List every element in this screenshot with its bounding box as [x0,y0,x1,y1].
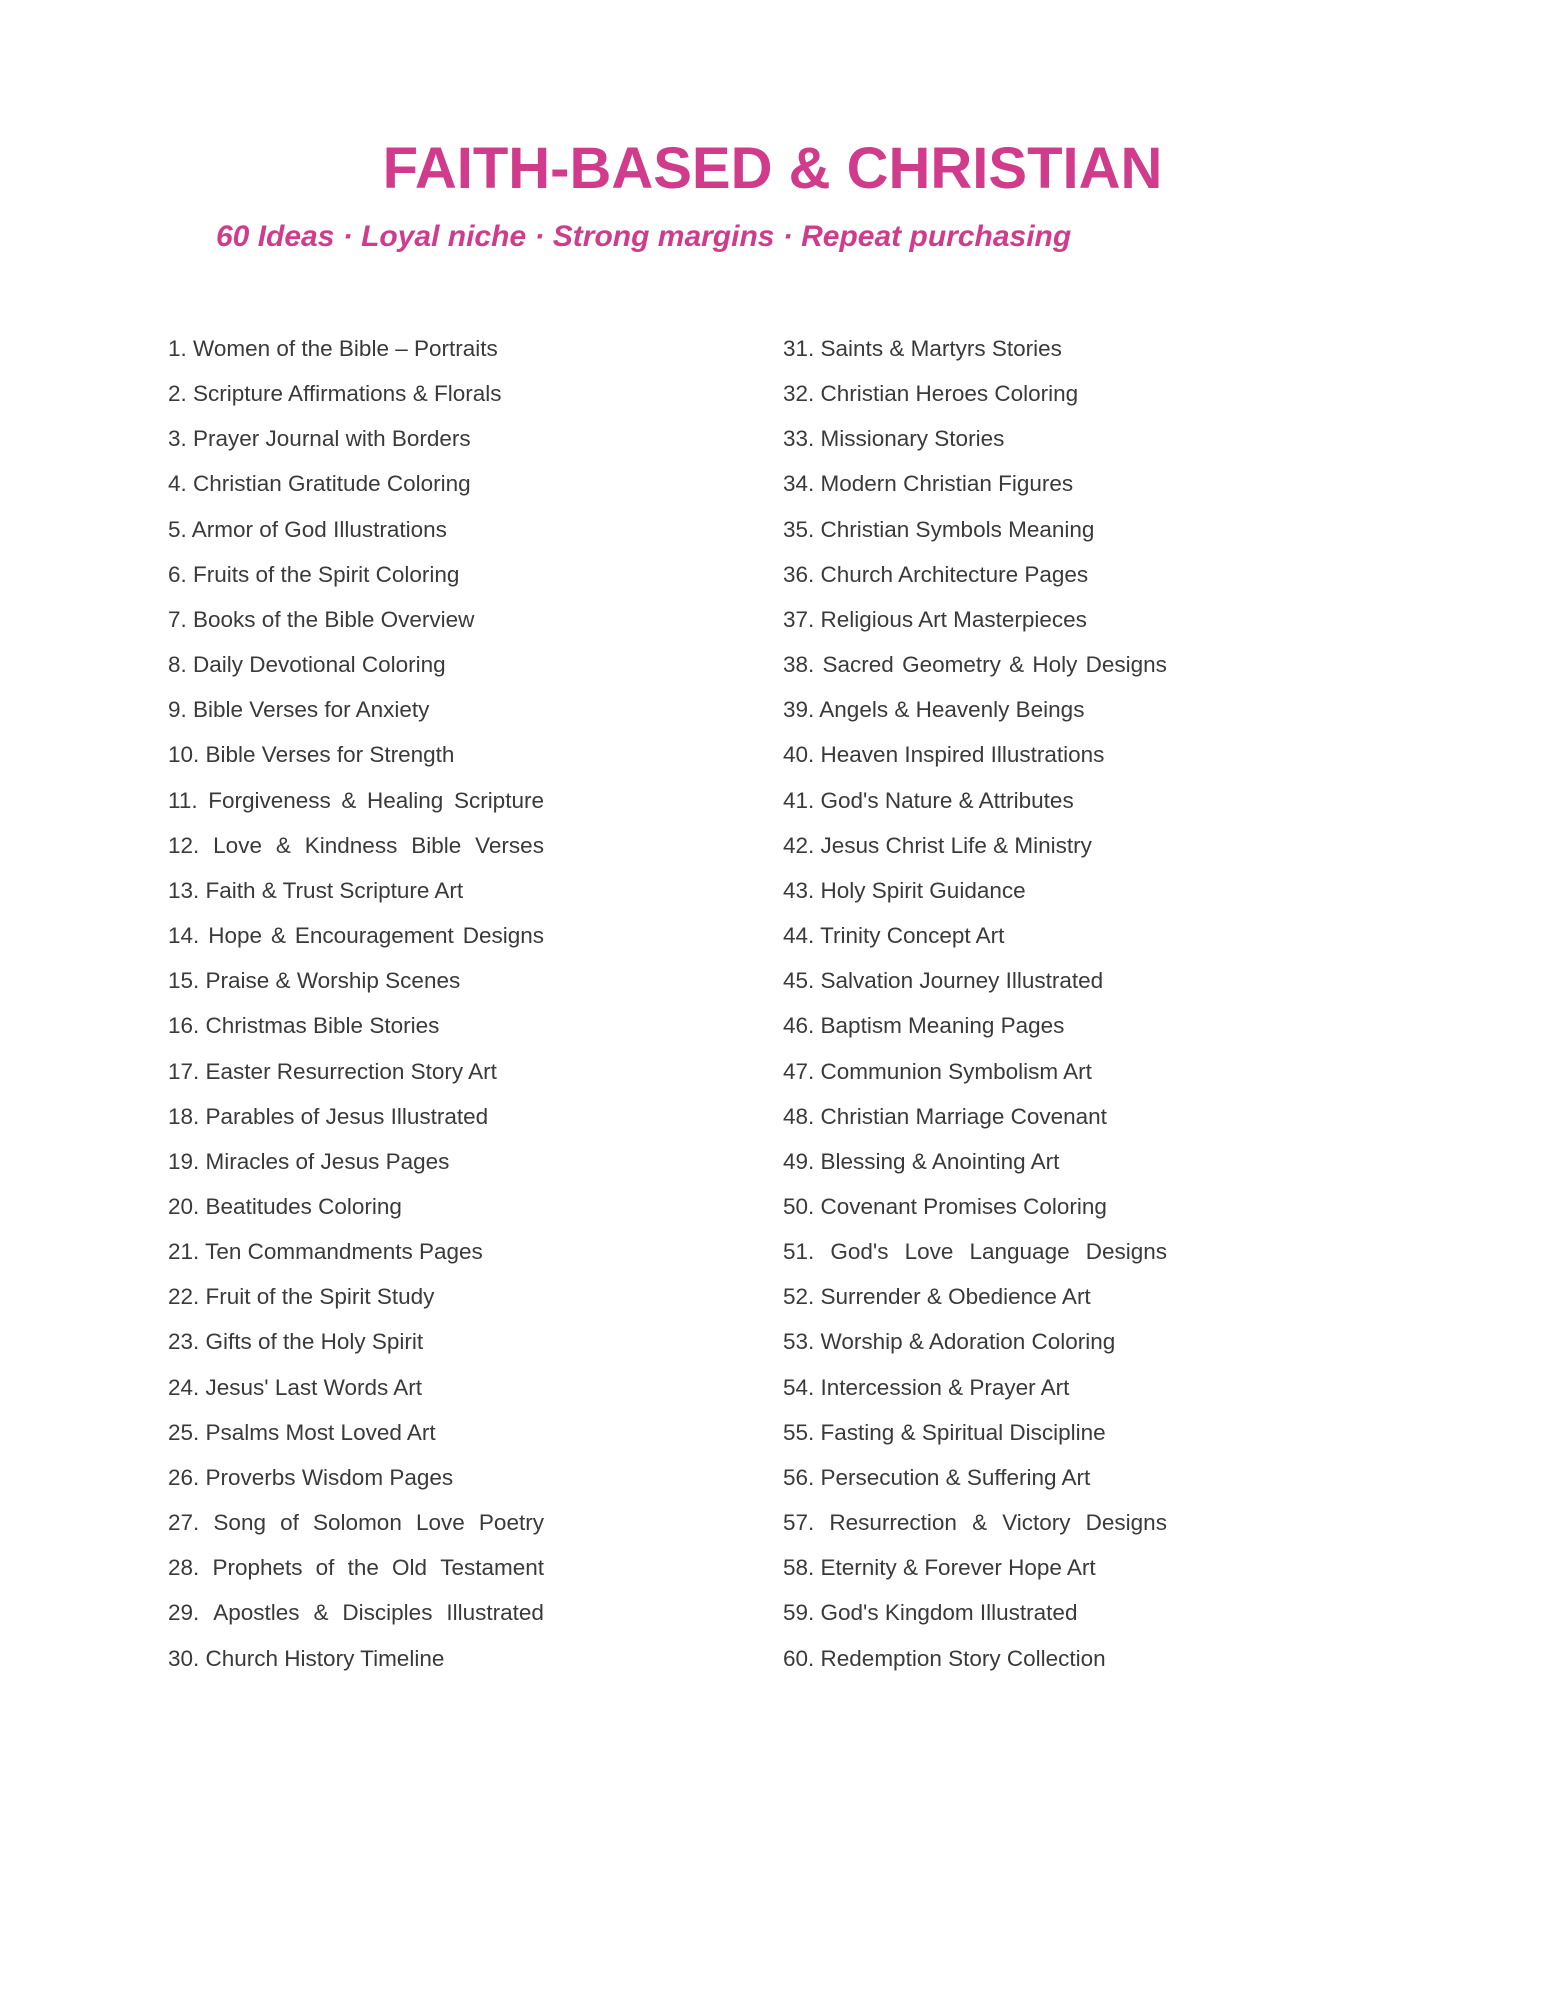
list-item: 59. God's Kingdom Illustrated [783,1600,1078,1626]
ideas-list-right [783,326,1167,1681]
list-item: 5. Armor of God Illustrations [168,516,447,542]
list-item: 11. Forgiveness & Healing Scripture [168,787,544,813]
list-item: 58. Eternity & Forever Hope Art [783,1555,1096,1581]
list-item: 47. Communion Symbolism Art [783,1058,1092,1084]
list-item: 38. Sacred Geometry & Holy Designs [783,652,1167,678]
list-item: 51. God's Love Language Designs [783,1239,1167,1265]
list-item: 31. Saints & Martyrs Stories [783,336,1062,361]
list-item: 3. Prayer Journal with Borders [168,426,471,452]
list-item: 25. Psalms Most Loved Art [168,1419,436,1445]
list-item: 32. Christian Heroes Coloring [783,381,1079,407]
list-item: 18. Parables of Jesus Illustrated [168,1103,489,1129]
list-item: 37. Religious Art Masterpieces [783,606,1087,632]
list-item: 41. God's Nature & Attributes [783,787,1074,813]
list-item: 45. Salvation Journey Illustrated [783,968,1104,994]
list-item: 4. Christian Gratitude Coloring [168,471,471,497]
list-item: 10. Bible Verses for Strength [168,742,455,768]
list-item: 30. Church History Timeline [168,1645,445,1671]
list-item: 19. Miracles of Jesus Pages [168,1148,450,1174]
list-item: 15. Praise & Worship Scenes [168,968,461,994]
list-item: 42. Jesus Christ Life & Ministry [783,832,1092,858]
list-item: 60. Redemption Story Collection [783,1645,1106,1671]
ideas-list-left [168,326,544,1681]
list-item: 55. Fasting & Spiritual Discipline [783,1419,1106,1445]
list-item: 39. Angels & Heavenly Beings [783,697,1085,723]
list-item: 21. Ten Commandments Pages [168,1239,483,1265]
list-item: 22. Fruit of the Spirit Study [168,1284,435,1310]
list-item: 16. Christmas Bible Stories [168,1013,440,1039]
list-item: 46. Baptism Meaning Pages [783,1013,1065,1039]
list-item: 2. Scripture Affirmations & Florals [168,381,502,407]
list-item: 49. Blessing & Anointing Art [783,1148,1060,1174]
list-item: 13. Faith & Trust Scripture Art [168,877,464,903]
list-item: 14. Hope & Encouragement Designs [168,923,544,949]
list-item: 36. Church Architecture Pages [783,561,1089,587]
list-item: 9. Bible Verses for Anxiety [168,697,430,723]
list-item: 7. Books of the Bible Overview [168,606,475,632]
list-item: 44. Trinity Concept Art [783,923,1005,949]
list-item: 26. Proverbs Wisdom Pages [168,1464,454,1490]
list-item: 12. Love & Kindness Bible Verses [168,832,544,858]
list-item: 54. Intercession & Prayer Art [783,1374,1070,1400]
list-item: 6. Fruits of the Spirit Coloring [168,561,460,587]
list-item: 28. Prophets of the Old Testament [168,1555,544,1581]
list-item: 56. Persecution & Suffering Art [783,1464,1091,1490]
page-subtitle: 60 Ideas · Loyal niche · Strong margins · Repeat purchasing [216,220,1072,253]
list-item: 20. Beatitudes Coloring [168,1193,402,1219]
list-item: 24. Jesus' Last Words Art [168,1374,422,1400]
list-item: 17. Easter Resurrection Story Art [168,1058,497,1084]
list-item: 52. Surrender & Obedience Art [783,1284,1091,1310]
list-item: 48. Christian Marriage Covenant [783,1103,1107,1129]
list-item: 8. Daily Devotional Coloring [168,652,446,678]
list-item: 33. Missionary Stories [783,426,1005,452]
list-item: 35. Christian Symbols Meaning [783,516,1095,542]
list-item: 43. Holy Spirit Guidance [783,877,1026,903]
list-item: 29. Apostles & Disciples Illustrated [168,1600,544,1626]
list-item: 40. Heaven Inspired Illustrations [783,742,1105,768]
page-title: FAITH-BASED & CHRISTIAN [382,136,1163,201]
list-item: 27. Song of Solomon Love Poetry [168,1510,544,1536]
list-item: 34. Modern Christian Figures [783,471,1074,497]
list-item: 50. Covenant Promises Coloring [783,1193,1107,1219]
list-item: 53. Worship & Adoration Coloring [783,1329,1116,1355]
list-item: 57. Resurrection & Victory Designs [783,1510,1167,1536]
list-item: 1. Women of the Bible – Portraits [168,336,498,361]
list-item: 23. Gifts of the Holy Spirit [168,1329,424,1355]
